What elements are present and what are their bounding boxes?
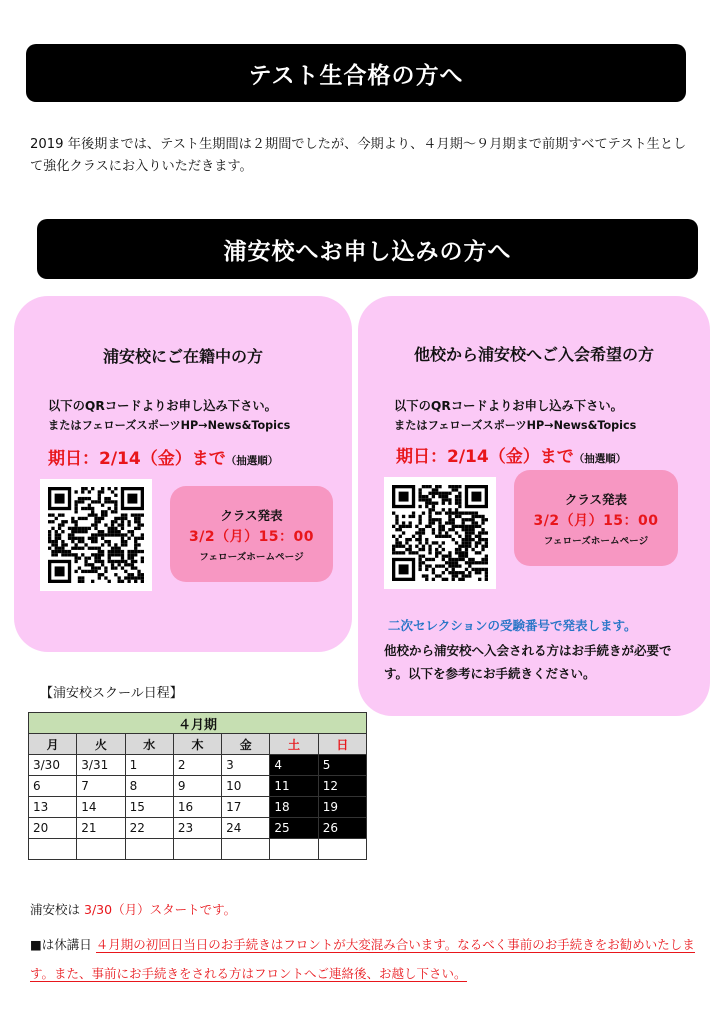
weekday: 木 <box>173 734 221 755</box>
calendar-day: 8 <box>125 776 173 797</box>
calendar-day <box>29 839 77 860</box>
qr-code-graphic <box>48 487 144 583</box>
holiday-notice <box>30 930 702 988</box>
calendar-day: 13 <box>29 797 77 818</box>
start-date: 3/30（月）スタートです。 <box>84 902 237 917</box>
deadline-note: （抽選順） <box>225 455 279 467</box>
start-prefix: 浦安校は <box>30 902 81 917</box>
calendar-day: 14 <box>77 797 125 818</box>
note-blue: 二次セレクションの受験番号で発表します。 <box>388 618 637 633</box>
calendar-day: 11 <box>270 776 318 797</box>
deadline-text: 期日：2/14（金）まで <box>396 447 574 467</box>
calendar-weekdays <box>29 734 367 755</box>
calendar-day: 5 <box>318 755 366 776</box>
calendar-day: 12 <box>318 776 366 797</box>
calendar-day <box>270 839 318 860</box>
deadline-text: 期日：2/14（金）まで <box>48 449 226 469</box>
calendar-day: 23 <box>173 818 221 839</box>
calendar-day: 20 <box>29 818 77 839</box>
banner-urayasu <box>37 219 698 279</box>
calendar-day <box>318 839 366 860</box>
calendar-day: 3/30 <box>29 755 77 776</box>
calendar-day: 19 <box>318 797 366 818</box>
calendar-day: 3/31 <box>77 755 125 776</box>
deadline-note: （抽選順） <box>573 453 627 465</box>
calendar-day: 4 <box>270 755 318 776</box>
calendar-day: 9 <box>173 776 221 797</box>
calendar-day <box>173 839 221 860</box>
qr-code-icon[interactable] <box>40 479 152 591</box>
announce-time: 3/2（月）15：00 <box>533 513 659 529</box>
calendar-day: 26 <box>318 818 366 839</box>
instruction-qr: 以下のQRコードよりお申し込み下さい。 <box>394 399 623 413</box>
calendar-table <box>28 712 367 860</box>
banner-test-pass <box>26 44 686 102</box>
class-announcement <box>514 470 678 566</box>
weekday: 日 <box>318 734 366 755</box>
calendar-day: 6 <box>29 776 77 797</box>
qr-code-graphic <box>392 485 488 581</box>
calendar-day: 2 <box>173 755 221 776</box>
holiday-legend: ■は休講日 <box>30 937 92 952</box>
calendar-row <box>29 818 367 839</box>
calendar-day: 15 <box>125 797 173 818</box>
announce-title: クラス発表 <box>220 508 283 523</box>
weekday: 月 <box>29 734 77 755</box>
calendar-day: 17 <box>222 797 270 818</box>
calendar-row <box>29 755 367 776</box>
panel-current-members <box>14 296 352 652</box>
calendar-day <box>125 839 173 860</box>
announce-title: クラス発表 <box>564 492 628 507</box>
schedule-title: 【浦安校スクール日程】 <box>40 686 183 701</box>
announce-source: フェローズホームページ <box>199 552 304 563</box>
instruction-qr: 以下のQRコードよりお申し込み下さい。 <box>48 399 277 413</box>
deadline <box>396 442 626 467</box>
calendar-day: 3 <box>222 755 270 776</box>
note-procedure: 他校から浦安校へ入会される方はお手続きが必要です。以下を参考にお手続きください。 <box>384 643 672 681</box>
calendar-day: 21 <box>77 818 125 839</box>
weekday: 土 <box>270 734 318 755</box>
calendar-row <box>29 776 367 797</box>
announce-time: 3/2（月）15：00 <box>188 529 315 545</box>
calendar-month: ４月期 <box>29 713 367 734</box>
calendar-day: 24 <box>222 818 270 839</box>
weekday: 火 <box>77 734 125 755</box>
weekday: 水 <box>125 734 173 755</box>
weekday: 金 <box>222 734 270 755</box>
banner-urayasu-title: 浦安校へお申し込みの方へ <box>223 238 512 265</box>
announce-source: フェローズホームページ <box>543 536 649 547</box>
panel-title: 浦安校にご在籍中の方 <box>102 347 263 366</box>
calendar-day: 16 <box>173 797 221 818</box>
calendar-body <box>29 755 367 860</box>
calendar-row <box>29 797 367 818</box>
calendar-day: 25 <box>270 818 318 839</box>
panel-title: 他校から浦安校へご入会希望の方 <box>413 345 654 364</box>
intro-paragraph: 2019 年後期までは、テスト生期間は２期間でしたが、今期より、４月期〜９月期まで前期すべてテスト生として強化クラスにお入りいただきます。 <box>30 137 687 174</box>
banner-test-pass-title: テスト生合格の方へ <box>248 62 464 89</box>
calendar-day: 18 <box>270 797 318 818</box>
panel-other-schools <box>358 296 710 716</box>
calendar-row <box>29 839 367 860</box>
calendar-day: 1 <box>125 755 173 776</box>
instruction-hp: またはフェローズスポーツHP→News&Topics <box>48 419 291 432</box>
calendar-day: 22 <box>125 818 173 839</box>
calendar-day <box>222 839 270 860</box>
calendar-day <box>77 839 125 860</box>
start-notice <box>30 900 236 918</box>
class-announcement <box>170 486 333 582</box>
deadline <box>48 444 278 469</box>
instruction-hp: またはフェローズスポーツHP→News&Topics <box>394 419 637 432</box>
calendar-day: 10 <box>222 776 270 797</box>
qr-code-icon[interactable] <box>384 477 496 589</box>
procedure-notice: ４月期の初回日当日のお手続きはフロントが大変混み合います。なるべく事前のお手続きをお勧めいたします。また、事前にお手続きをされる方はフロントへご連絡後、お越し下さい。 <box>30 937 695 981</box>
calendar-day: 7 <box>77 776 125 797</box>
